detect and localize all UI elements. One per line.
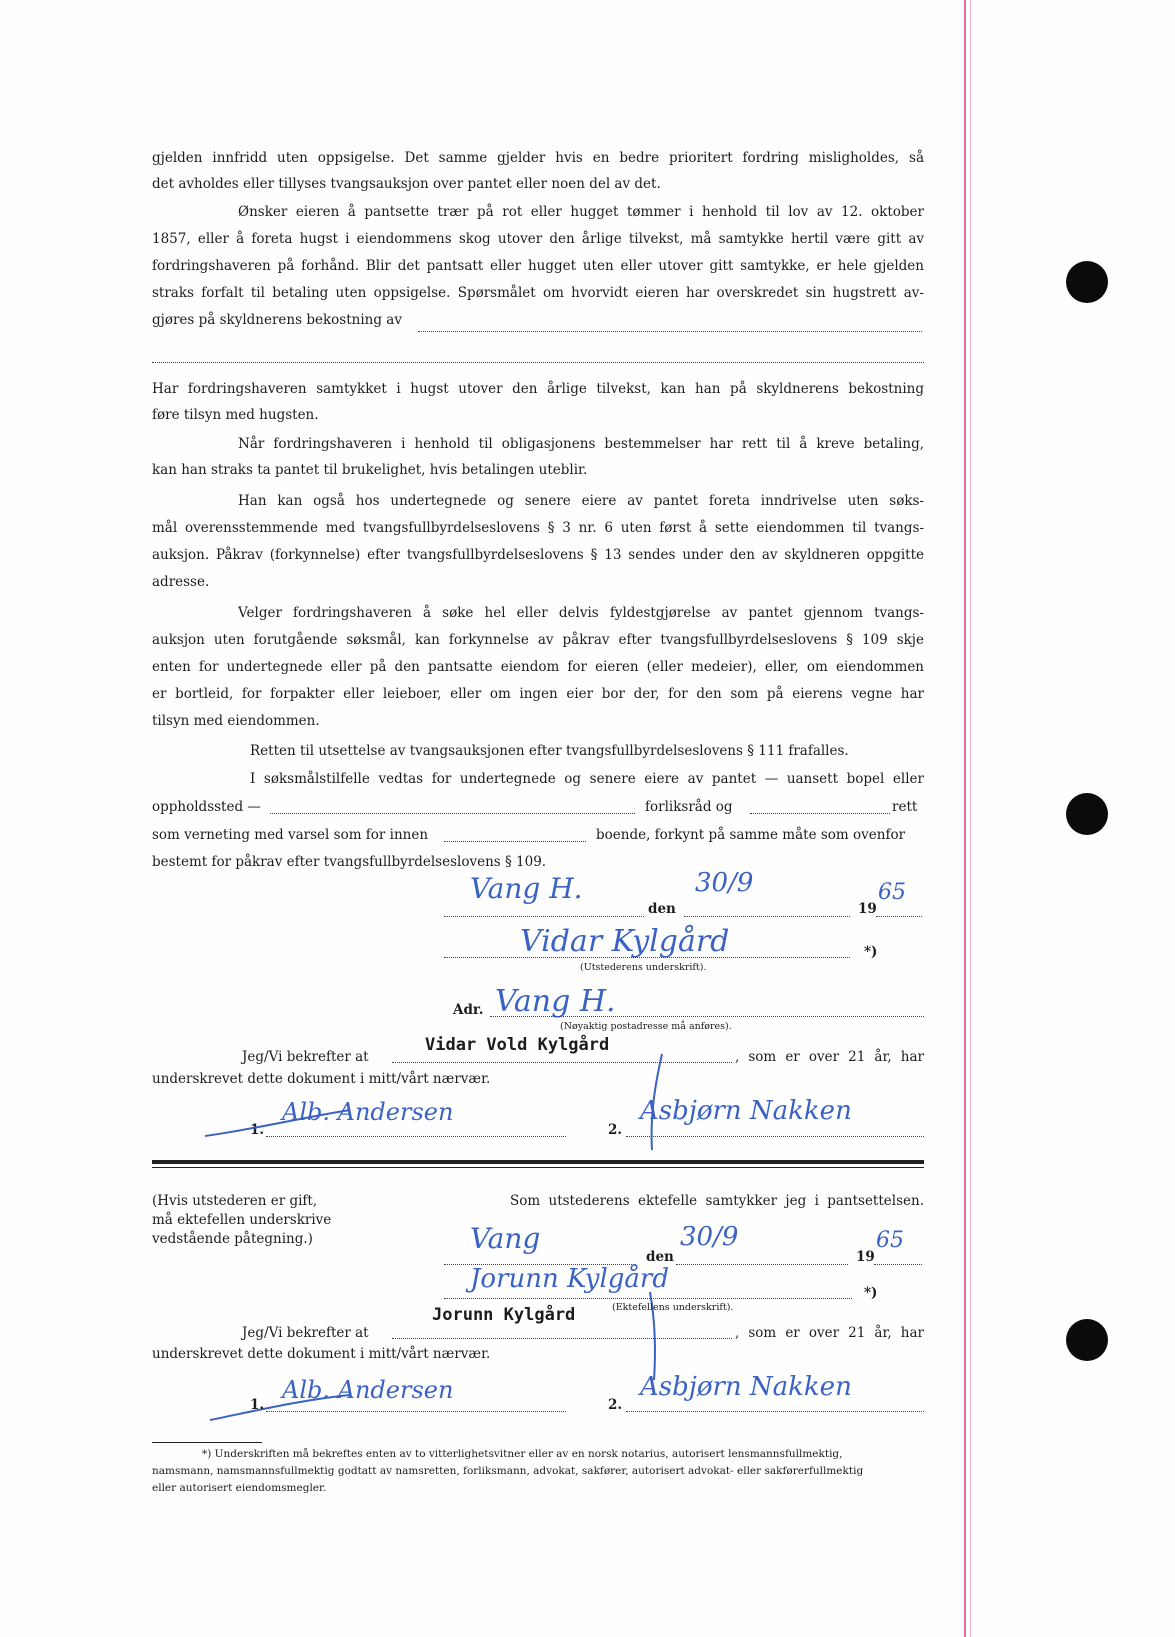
witness-2-typed-name: Jorunn Kylgård xyxy=(432,1305,576,1325)
spouse-note-line-2: må ektefellen underskrive xyxy=(152,1212,332,1228)
paragraph-2-line-3: fordringshaveren på forhånd. Blir det pantsatt eller hugget uten eller utover gitt samtykke, er hele gjelden xyxy=(152,258,924,274)
footnote-rule xyxy=(152,1442,262,1443)
footnote-line-3: eller autorisert eiendomsmegler. xyxy=(152,1482,327,1494)
witness-1-number-2: 2. xyxy=(608,1122,623,1138)
paragraph-8-line-2c: rett xyxy=(892,799,918,815)
paragraph-2-line-5: gjøres på skyldnerens bekostning av xyxy=(152,312,402,328)
spouse-year-prefix: 19 xyxy=(856,1249,875,1265)
caption-address: (Nøyaktig postadresse må anføres). xyxy=(560,1021,732,1032)
separator-rule xyxy=(152,1160,924,1164)
footnote-line-1: *) Underskriften må bekreftes enten av to vitterlighetsvitner eller av en norsk notarius, autorisert lensmannsfullmektig, xyxy=(202,1448,843,1460)
spouse-year-handwritten: 65 xyxy=(876,1228,904,1253)
paragraph-4-line-2: kan han straks ta pantet til brukelighet, hvis betalingen uteblir. xyxy=(152,462,588,478)
spouse-place-handwritten: Vang xyxy=(470,1222,541,1255)
year-handwritten: 65 xyxy=(878,880,906,905)
paragraph-8-line-2b: forliksråd og xyxy=(645,799,733,815)
paragraph-3-line-1: Har fordringshaveren samtykket i hugst utover den årlige tilvekst, kan han på skyldnerens bekostning xyxy=(152,381,924,397)
asterisk-note-2: *) xyxy=(864,1285,878,1301)
spouse-consent-text: Som utstederens ektefelle samtykker jeg i pantsettelsen. xyxy=(510,1193,924,1209)
paragraph-1-line-2: det avholdes eller tillyses tvangsauksjon over pantet eller noen del av det. xyxy=(152,176,661,192)
spouse-signature: Jorunn Kylgård xyxy=(470,1264,669,1294)
place-handwritten: Vang H. xyxy=(470,872,583,905)
witness-2-prefix: Jeg/Vi bekrefter at xyxy=(242,1325,369,1341)
date-handwritten: 30/9 xyxy=(695,868,754,898)
paragraph-2-line-4: straks forfalt til betaling uten oppsigelse. Spørsmålet om hvorvidt eieren har overskredet sin hugstrett av- xyxy=(152,285,924,301)
witness-1-number-1: 1. xyxy=(250,1122,265,1138)
asterisk-note-1: *) xyxy=(864,944,878,960)
witness-2-sig-line-1[interactable] xyxy=(266,1411,566,1412)
paragraph-2-line-2: 1857, eller å foreta hugst i eiendommens skog utover den årlige tilvekst, må samtykke hertil være gitt av xyxy=(152,231,924,247)
label-address: Adr. xyxy=(453,1002,484,1018)
separator-rule-thin xyxy=(152,1167,924,1168)
spouse-note-line-3: vedstående påtegning.) xyxy=(152,1231,313,1247)
paragraph-5-line-2: mål overensstemmende med tvangsfullbyrdelseslovens § 3 nr. 6 uten først å sette eiendommen til tvangs- xyxy=(152,520,924,536)
paragraph-7: Retten til utsettelse av tvangsauksjonen efter tvangsfullbyrdelseslovens § 111 frafalles. xyxy=(250,743,849,759)
witness-1-signature-1: Alb. Andersen xyxy=(282,1098,454,1126)
spouse-date-handwritten: 30/9 xyxy=(680,1222,739,1252)
witness-1-prefix: Jeg/Vi bekrefter at xyxy=(242,1049,369,1065)
witness-1-suffix: , som er over 21 år, har xyxy=(735,1049,924,1065)
witness-2-signature-1: Alb. Andersen xyxy=(282,1376,454,1404)
spouse-signature-line[interactable] xyxy=(444,1298,852,1299)
year-prefix: 19 xyxy=(858,901,877,917)
address-handwritten: Vang H. xyxy=(495,984,616,1019)
issuer-signature: Vidar Kylgård xyxy=(520,924,730,959)
paragraph-6-line-5: tilsyn med eiendommen. xyxy=(152,713,320,729)
witness-2-name-line[interactable] xyxy=(392,1338,732,1339)
witness-2-signature-2: Asbjørn Nakken xyxy=(640,1372,852,1402)
paragraph-6-line-3: enten for undertegnede eller på den pantsatte eiendom for eieren (eller medeier), eller, om eiendommen xyxy=(152,659,924,675)
paragraph-6-line-4: er bortleid, for forpakter eller leieboer, eller om ingen eier bor der, for den som på eierens vegne har xyxy=(152,686,924,702)
witness-2-suffix: , som er over 21 år, har xyxy=(735,1325,924,1341)
spouse-note-line-1: (Hvis utstederen er gift, xyxy=(152,1193,318,1209)
paragraph-5-line-1: Han kan også hos undertegnede og senere eiere av pantet foreta inndrivelse uten søks- xyxy=(238,493,924,509)
paragraph-5-line-3: auksjon. Påkrav (forkynnelse) efter tvangsfullbyrdelseslovens § 13 sendes under den av skyldneren oppgitte xyxy=(152,547,924,563)
paragraph-6-line-2: auksjon uten forutgående søksmål, kan forkynnelse av påkrav efter tvangsfullbyrdelseslovens § 109 skje xyxy=(152,632,924,648)
witness-1-typed-name: Vidar Vold Kylgård xyxy=(425,1035,610,1055)
paragraph-8-line-1: I søksmålstilfelle vedtas for undertegnede og senere eiere av pantet — uansett bopel eller xyxy=(250,771,924,787)
paragraph-8-line-3a: som verneting med varsel som for innen xyxy=(152,827,429,843)
spouse-year-line[interactable] xyxy=(874,1264,922,1265)
witness-2-sig-line-2[interactable] xyxy=(626,1411,924,1412)
caption-spouse-signature: (Ektefellens underskrift). xyxy=(612,1302,734,1313)
label-den: den xyxy=(648,901,676,917)
footnote-line-2: namsmann, namsmannsfullmektig godtatt av namsretten, forliksmann, advokat, sakfører, autorisert advokat- eller sakførerfullmektig xyxy=(152,1465,864,1477)
witness-1-line-2: underskrevet dette dokument i mitt/vårt nærvær. xyxy=(152,1071,491,1087)
paragraph-1-line-1: gjelden innfridd uten oppsigelse. Det samme gjelder hvis en bedre prioritert fordring misligholdes, så xyxy=(152,150,924,166)
paragraph-3-line-2: føre tilsyn med hugsten. xyxy=(152,407,319,423)
spouse-date-line[interactable] xyxy=(676,1264,848,1265)
paragraph-8-line-3b: boende, forkynt på samme måte som ovenfor xyxy=(596,827,906,843)
spouse-label-den: den xyxy=(646,1249,674,1265)
witness-2-number-2: 2. xyxy=(608,1397,623,1413)
witness-2-line-2: underskrevet dette dokument i mitt/vårt nærvær. xyxy=(152,1346,491,1362)
paragraph-5-line-4: adresse. xyxy=(152,574,210,590)
paragraph-2-line-1: Ønsker eieren å pantsette trær på rot eller hugget tømmer i henhold til lov av 12. oktober xyxy=(238,204,924,220)
witness-1-signature-2: Asbjørn Nakken xyxy=(640,1096,852,1126)
witness-2-number-1: 1. xyxy=(250,1397,265,1413)
paragraph-8-line-4: bestemt for påkrav efter tvangsfullbyrdelseslovens § 109. xyxy=(152,854,547,870)
paragraph-8-line-2a: oppholdssted — xyxy=(152,799,261,815)
paragraph-6-line-1: Velger fordringshaveren å søke hel eller delvis fyldestgjørelse av pantet gjennom tvangs- xyxy=(238,605,924,621)
paragraph-4-line-1: Når fordringshaveren i henhold til obligasjonens bestemmelser har rett til å kreve betaling, xyxy=(238,436,924,452)
caption-issuer-signature: (Utstederens underskrift). xyxy=(580,962,707,973)
